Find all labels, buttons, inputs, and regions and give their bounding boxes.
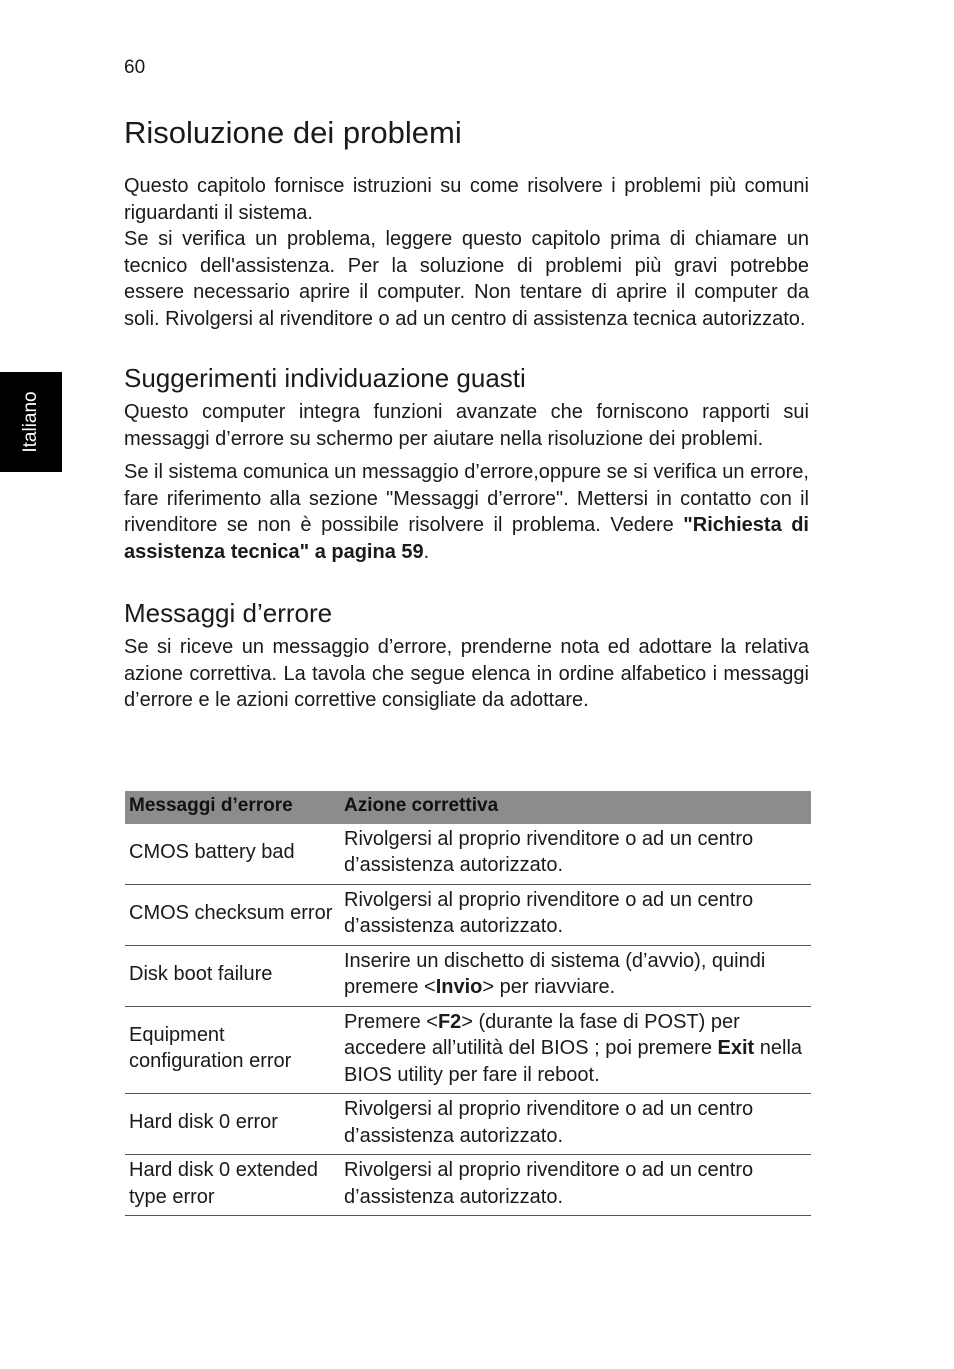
page-title: Risoluzione dei problemi bbox=[124, 115, 462, 150]
assistance-reference-link[interactable]: "Richiesta di assistenza tecnica" a pagina 59 bbox=[124, 514, 809, 563]
action-text: > per riavviare. bbox=[482, 976, 616, 998]
tips-paragraph-2 bbox=[124, 459, 809, 565]
corrective-action-cell: Rivolgersi al proprio rivenditore o ad un centro d’assistenza autorizzato. bbox=[340, 824, 811, 885]
error-message-cell: Disk boot failure bbox=[125, 945, 340, 1006]
corrective-action-cell: Rivolgersi al proprio rivenditore o ad un centro d’assistenza autorizzato. bbox=[340, 1094, 811, 1155]
table-row bbox=[125, 1006, 811, 1094]
action-text: nella BIOS utility per fare il reboot. bbox=[344, 1037, 803, 1086]
key-name: Invio bbox=[435, 976, 483, 998]
header-error-message: Messaggi d’errore bbox=[125, 791, 340, 824]
errors-heading: Messaggi d’errore bbox=[124, 598, 333, 628]
action-text: > (durante la fase di POST) per accedere all’utilità del BIOS ; poi premere bbox=[344, 1010, 740, 1059]
table-row bbox=[125, 1094, 811, 1155]
tips-heading: Suggerimenti individuazione guasti bbox=[124, 363, 526, 393]
tips-paragraph-2-end: . bbox=[423, 540, 430, 563]
error-message-cell: Hard disk 0 error bbox=[125, 1094, 340, 1155]
action-text: Premere < bbox=[344, 1010, 438, 1033]
page-number: 60 bbox=[124, 57, 146, 78]
error-message-cell: CMOS checksum error bbox=[125, 884, 340, 945]
main-content bbox=[124, 113, 809, 714]
language-side-tab bbox=[0, 372, 62, 472]
error-message-cell: Equipment configuration error bbox=[125, 1006, 340, 1094]
table-row bbox=[125, 884, 811, 945]
table-header-row bbox=[125, 791, 811, 824]
language-side-tab-label: Italiano bbox=[20, 391, 41, 453]
tips-paragraph-2-text: Se il sistema comunica un messaggio d’errore,oppure se si verifica un errore, fare riferimento alla sezione "Messaggi d’errore". Mettersi in contatto con il rivenditore se non è possibile risolvere il problema. Vedere bbox=[124, 461, 809, 536]
table-row bbox=[125, 945, 811, 1006]
header-corrective-action: Azione correttiva bbox=[340, 791, 811, 824]
error-message-cell: CMOS battery bad bbox=[125, 824, 340, 885]
table-row bbox=[125, 824, 811, 885]
tips-section bbox=[124, 361, 809, 565]
table-row bbox=[125, 1155, 811, 1216]
action-text: Inserire un dischetto di sistema (d’avvio), quindi premere < bbox=[344, 949, 766, 998]
corrective-action-cell: Rivolgersi al proprio rivenditore o ad un centro d’assistenza autorizzato. bbox=[340, 884, 811, 945]
key-name: F2 bbox=[437, 1010, 462, 1033]
corrective-action-cell: Rivolgersi al proprio rivenditore o ad un centro d’assistenza autorizzato. bbox=[340, 1155, 811, 1216]
corrective-action-cell bbox=[340, 1006, 811, 1094]
tips-paragraph-1: Questo computer integra funzioni avanzate che forniscono rapporti sui messaggi d’errore su schermo per aiutare nella risoluzione dei problemi. bbox=[124, 401, 809, 450]
errors-section bbox=[124, 596, 809, 714]
error-message-cell: Hard disk 0 extended type error bbox=[125, 1155, 340, 1216]
key-name: Exit bbox=[717, 1037, 755, 1059]
error-messages-table bbox=[125, 791, 811, 1216]
intro-paragraph-2: Se si verifica un problema, leggere questo capitolo prima di chiamare un tecnico dell'assistenza. Per la soluzione di problemi più gravi potrebbe essere necessario aprire il computer. Non tentare di aprire il computer da soli. Rivolgersi al rivenditore o ad un centro di assistenza tecnica autorizzato. bbox=[124, 228, 809, 330]
corrective-action-cell bbox=[340, 945, 811, 1006]
errors-paragraph-1: Se si riceve un messaggio d’errore, prenderne nota ed adottare la relativa azione correttiva. La tavola che segue elenca in ordine alfabetico i messaggi d’errore e le azioni correttive consigliate da adottare. bbox=[124, 636, 809, 711]
intro-paragraph-1: Questo capitolo fornisce istruzioni su come risolvere i problemi più comuni riguardanti il sistema. bbox=[124, 175, 809, 224]
